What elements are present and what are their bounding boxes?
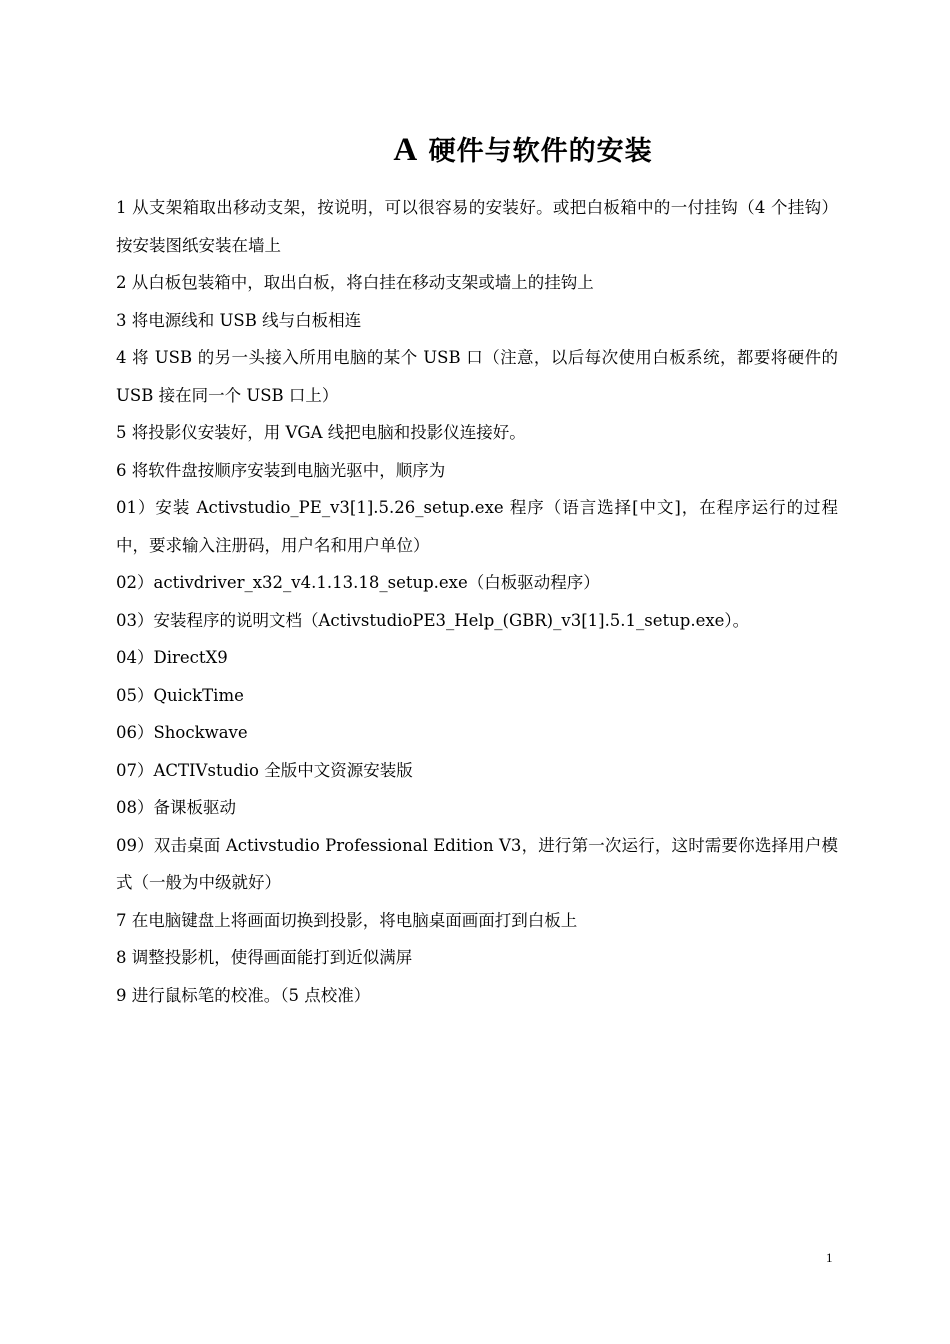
substep-04: 04）DirectX9: [116, 648, 228, 667]
page-number: 1: [826, 1250, 833, 1265]
step-5: 5 将投影仪安装好，用 VGA 线把电脑和投影仪连接好。: [116, 423, 526, 442]
step-3: 3 将电源线和 USB 线与白板相连: [116, 310, 362, 330]
substep-09: 09）双击桌面 Activstudio Professional Edition V3，进行第一次运行，这时需要你选择用户模式（一般为中级就好）: [116, 835, 838, 892]
substep-07: 07）ACTIVstudio 全版中文资源安装版: [116, 760, 413, 780]
substep-05: 05）QuickTime: [116, 685, 244, 705]
instruction-list: [116, 189, 838, 1014]
substep-08: 08）备课板驱动: [116, 798, 236, 817]
title-prefix: A: [393, 132, 419, 168]
step-2: 2 从白板包装箱中，取出白板，将白挂在移动支架或墙上的挂钩上: [116, 273, 594, 292]
step-7: 7 在电脑键盘上将画面切换到投影，将电脑桌面画面打到白板上: [116, 910, 578, 930]
step-4: 4 将 USB 的另一头接入所用电脑的某个 USB 口（注意，以后每次使用白板系统，都要将硬件的 USB 接在同一个 USB 口上）: [116, 348, 838, 405]
substep-01: 01）安装 Activstudio_PE_v3[1].5.26_setup.exe 程序（语言选择[中文]，在程序运行的过程中，要求输入注册码，用户名和用户单位）: [116, 498, 838, 555]
step-6: 6 将软件盘按顺序安装到电脑光驱中，顺序为: [116, 460, 446, 480]
title-text: 硬件与软件的安装: [428, 136, 653, 167]
step-9: 9 进行鼠标笔的校准。（5 点校准）: [116, 985, 371, 1005]
substep-06: 06）Shockwave: [116, 723, 248, 742]
step-1: 1 从支架箱取出移动支架，按说明，可以很容易的安装好。或把白板箱中的一付挂钩（4 个挂钩）按安装图纸安装在墙上: [116, 198, 838, 255]
substep-03: 03）安装程序的说明文档（ActivstudioPE3_Help_(GBR)_v3[1].5.1_setup.exe）。: [116, 610, 750, 630]
step-8: 8 调整投影机，使得画面能打到近似满屏: [116, 948, 413, 967]
substep-02: 02）activdriver_x32_v4.1.13.18_setup.exe（白板驱动程序）: [116, 573, 600, 592]
document-title: [0, 130, 950, 172]
